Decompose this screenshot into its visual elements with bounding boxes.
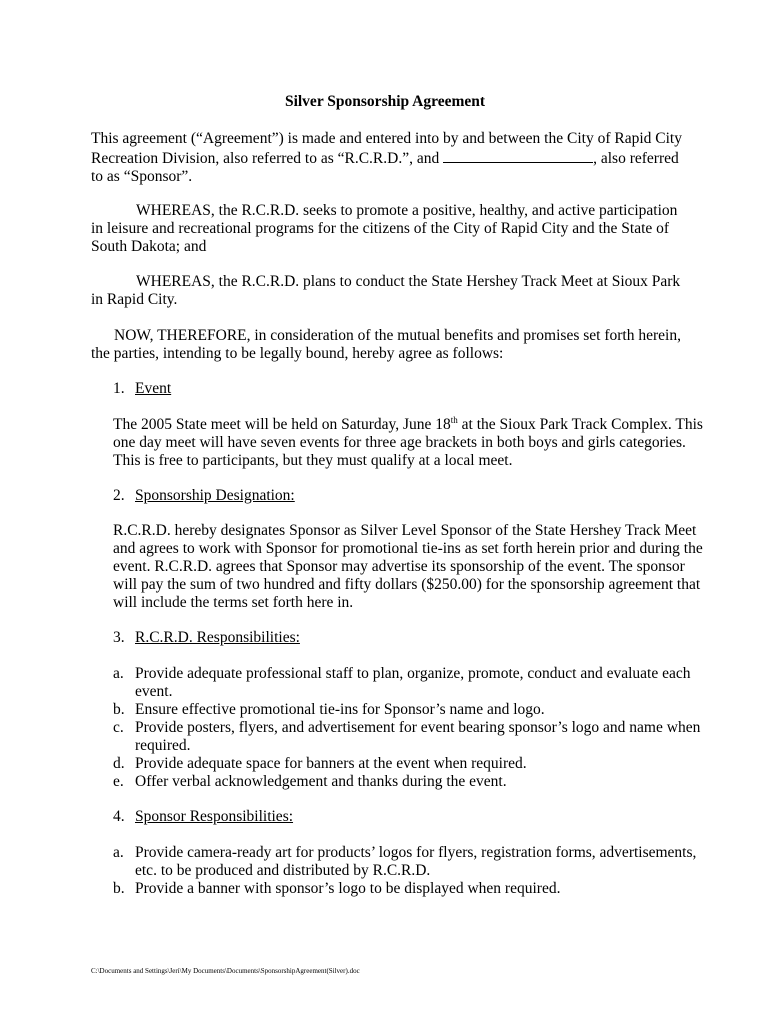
sponsor-name-blank[interactable]: [443, 148, 593, 163]
document-path-footer: C:\Documents and Settings\Jeri\My Documents\Documents\SponsorshipAgreement(Silver).doc: [91, 967, 360, 975]
whereas-paragraph-1: WHEREAS, the R.C.R.D. seeks to promote a positive, healthy, and active participation in leisure and recreational programs for the citizens of the City of Rapid City and the State of South Dakota; and: [91, 202, 678, 255]
sponsor-responsibilities-list: [113, 844, 703, 898]
list-item-text: Provide a banner with sponsor’s logo to be displayed when required.: [135, 880, 561, 897]
list-item: [113, 755, 703, 773]
list-item-text: Provide camera-ready art for products’ logos for flyers, registration forms, advertisements, etc. to be produced and distributed by R.C.R.D.: [135, 844, 697, 879]
list-marker: a.: [113, 665, 124, 682]
list-item-text: Offer verbal acknowledgement and thanks during the event.: [135, 773, 507, 790]
list-marker: a.: [113, 844, 124, 861]
event-text-a: The 2005 State meet will be held on Saturday, June 18: [113, 416, 451, 433]
list-item-text: Provide adequate professional staff to plan, organize, promote, conduct and evaluate each event.: [135, 665, 691, 700]
section-number: 2.: [113, 487, 125, 504]
list-marker: e.: [113, 773, 124, 790]
section-heading-sponsor: [113, 808, 293, 826]
list-marker: b.: [113, 880, 125, 897]
list-marker: d.: [113, 755, 125, 772]
event-paragraph: [113, 416, 703, 470]
section-number: 4.: [113, 808, 125, 825]
ordinal-suffix: th: [450, 415, 458, 425]
section-title: Sponsor Responsibilities:: [135, 808, 294, 825]
section-heading-event: [113, 380, 171, 398]
list-item: [113, 880, 703, 898]
intro-text-b: , also referred to as “Sponsor”.: [91, 150, 679, 185]
section-heading-rcrd: [113, 629, 300, 647]
now-therefore-paragraph: NOW, THEREFORE, in consideration of the mutual benefits and promises set forth herein, the parties, intending to be legally bound, hereby agree as follows:: [91, 327, 681, 362]
section-title: R.C.R.D. Responsibilities:: [135, 629, 300, 646]
section-title: Event: [135, 380, 172, 397]
list-item: [113, 773, 703, 791]
list-item: [113, 844, 703, 880]
list-item: [113, 701, 703, 719]
list-marker: c.: [113, 719, 124, 736]
section-number: 1.: [113, 380, 125, 397]
list-marker: b.: [113, 701, 125, 718]
list-item-text: Ensure effective promotional tie-ins for Sponsor’s name and logo.: [135, 701, 545, 718]
intro-text-a: This agreement (“Agreement”) is made and entered into by and between the City of Rapid City Recreation Division, also referred to as “R.C.R.D.”, and: [91, 130, 682, 167]
section-title: Sponsorship Designation:: [135, 487, 295, 504]
list-item-text: Provide posters, flyers, and advertisement for event bearing sponsor’s logo and name when required.: [135, 719, 701, 754]
whereas-paragraph-2: WHEREAS, the R.C.R.D. plans to conduct the State Hershey Track Meet at Sioux Park in Rapid City.: [91, 273, 681, 308]
list-item-text: Provide adequate space for banners at the event when required.: [135, 755, 527, 772]
document-title: Silver Sponsorship Agreement: [284, 93, 486, 110]
list-item: [113, 665, 703, 701]
list-item: [113, 719, 703, 755]
section-heading-designation: [113, 487, 295, 505]
intro-paragraph: [91, 130, 691, 186]
event-text-b: at the Sioux Park Track Complex. This one day meet will have seven events for three age brackets in both boys and girls categories. This is free to participants, but they must qualify at a local meet.: [113, 416, 703, 469]
section-number: 3.: [113, 629, 125, 646]
rcrd-responsibilities-list: [113, 665, 703, 791]
designation-paragraph: R.C.R.D. hereby designates Sponsor as Silver Level Sponsor of the State Hershey Track Meet and agrees to work with Sponsor for promotional tie-ins as set forth herein prior and during the event. R.C.R.D. agrees that Sponsor may advertise its sponsorship of the event. The sponsor will pay the sum of two hundred and fifty dollars ($250.00) for the sponsorship agreement that will include the terms set forth here in.: [113, 522, 703, 611]
